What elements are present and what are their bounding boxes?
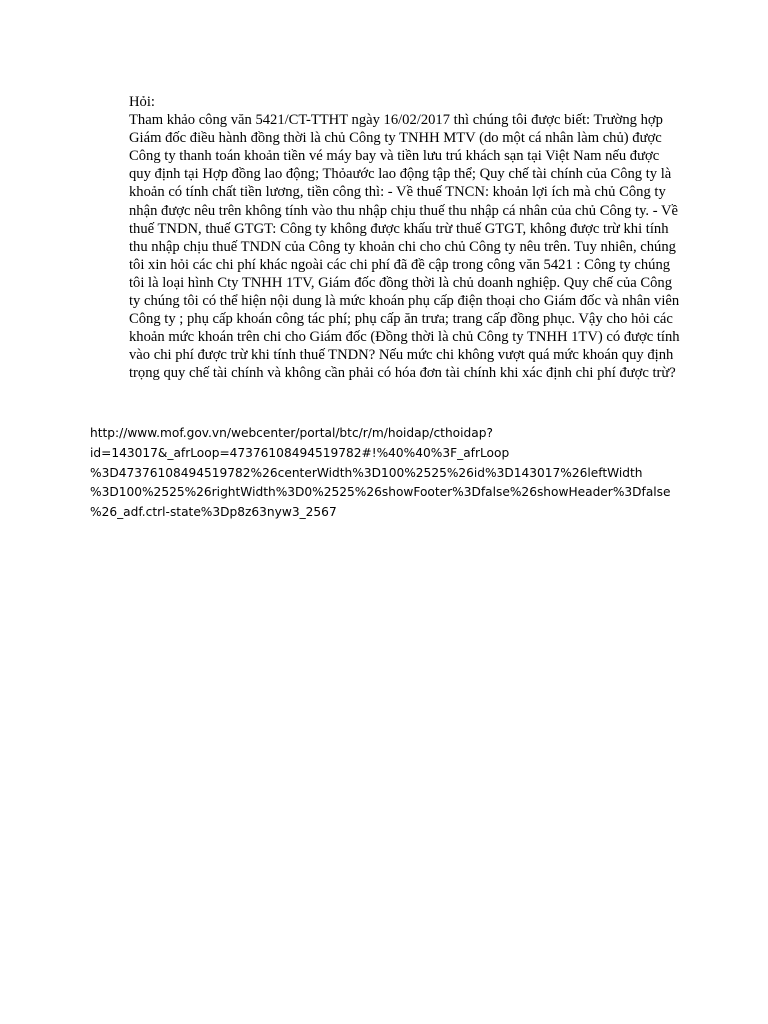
source-url-line: id=143017&_afrLoop=47376108494519782#!%40%40%3F_afrLoop <box>90 445 510 460</box>
source-url-line: %3D100%2525%26rightWidth%3D0%2525%26showFooter%3Dfalse%26showHeader%3Dfalse <box>90 485 671 500</box>
source-url-line: %3D47376108494519782%26centerWidth%3D100%2525%26id%3D143017%26leftWidth <box>90 465 643 480</box>
question-block <box>129 93 681 383</box>
question-label: Hỏi: <box>129 94 155 110</box>
source-url-line: %26_adf.ctrl-state%3Dp8z63nyw3_2567 <box>90 505 337 520</box>
source-url-line: http://www.mof.gov.vn/webcenter/portal/btc/r/m/hoidap/cthoidap? <box>90 426 493 440</box>
question-text: Tham khảo công văn 5421/CT-TTHT ngày 16/02/2017 thì chúng tôi được biết: Trường hợp Giám đốc điều hành đồng thời là chủ Công ty TNHH MTV (do một cá nhân làm chủ) được Công ty thanh toán khoản tiền vé máy bay và tiền lưu trú khách sạn tại Việt Nam nếu được quy định tại Hợp đồng lao động; Thỏaước lao động tập thể; Quy chế tài chính của Công ty là khoản có tính chất tiền lương, tiền công thì: - Về thuế TNCN: khoản lợi ích mà chủ Công ty nhận được nêu trên không tính vào thu nhập chịu thuế thu nhập cá nhân của chủ Công ty. - Về thuế TNDN, thuế GTGT: Công ty không được khấu trừ thuế GTGT, không được trừ khi tính thu nhập chịu thuế TNDN của Công ty khoản chi cho chủ Công ty nêu trên. Tuy nhiên, chúng tôi xin hỏi các chi phí khác ngoài các chi phí đã đề cập trong công văn 5421 : Công ty chúng tôi là loại hình Cty TNHH 1TV, Giám đốc đồng thời là chủ doanh nghiệp. Quy chế của Công ty chúng tôi có thể hiện nội dung là mức khoán phụ cấp điện thoại cho Giám đốc và nhân viên Công ty ; phụ cấp khoán công tác phí; phụ cấp ăn trưa; trang cấp đồng phục. Vậy cho hỏi các khoản mức khoán trên chi cho Giám đốc (Đồng thời là chủ Công ty TNHH 1TV) có được tính vào chi phí được trừ khi tính thuế TNDN? Nếu mức chi không vượt quá mức khoán quy định trọng quy chế tài chính và không cần phải có hóa đơn tài chính khi xác định chi phí được trừ? <box>129 112 680 382</box>
source-url <box>90 424 671 523</box>
